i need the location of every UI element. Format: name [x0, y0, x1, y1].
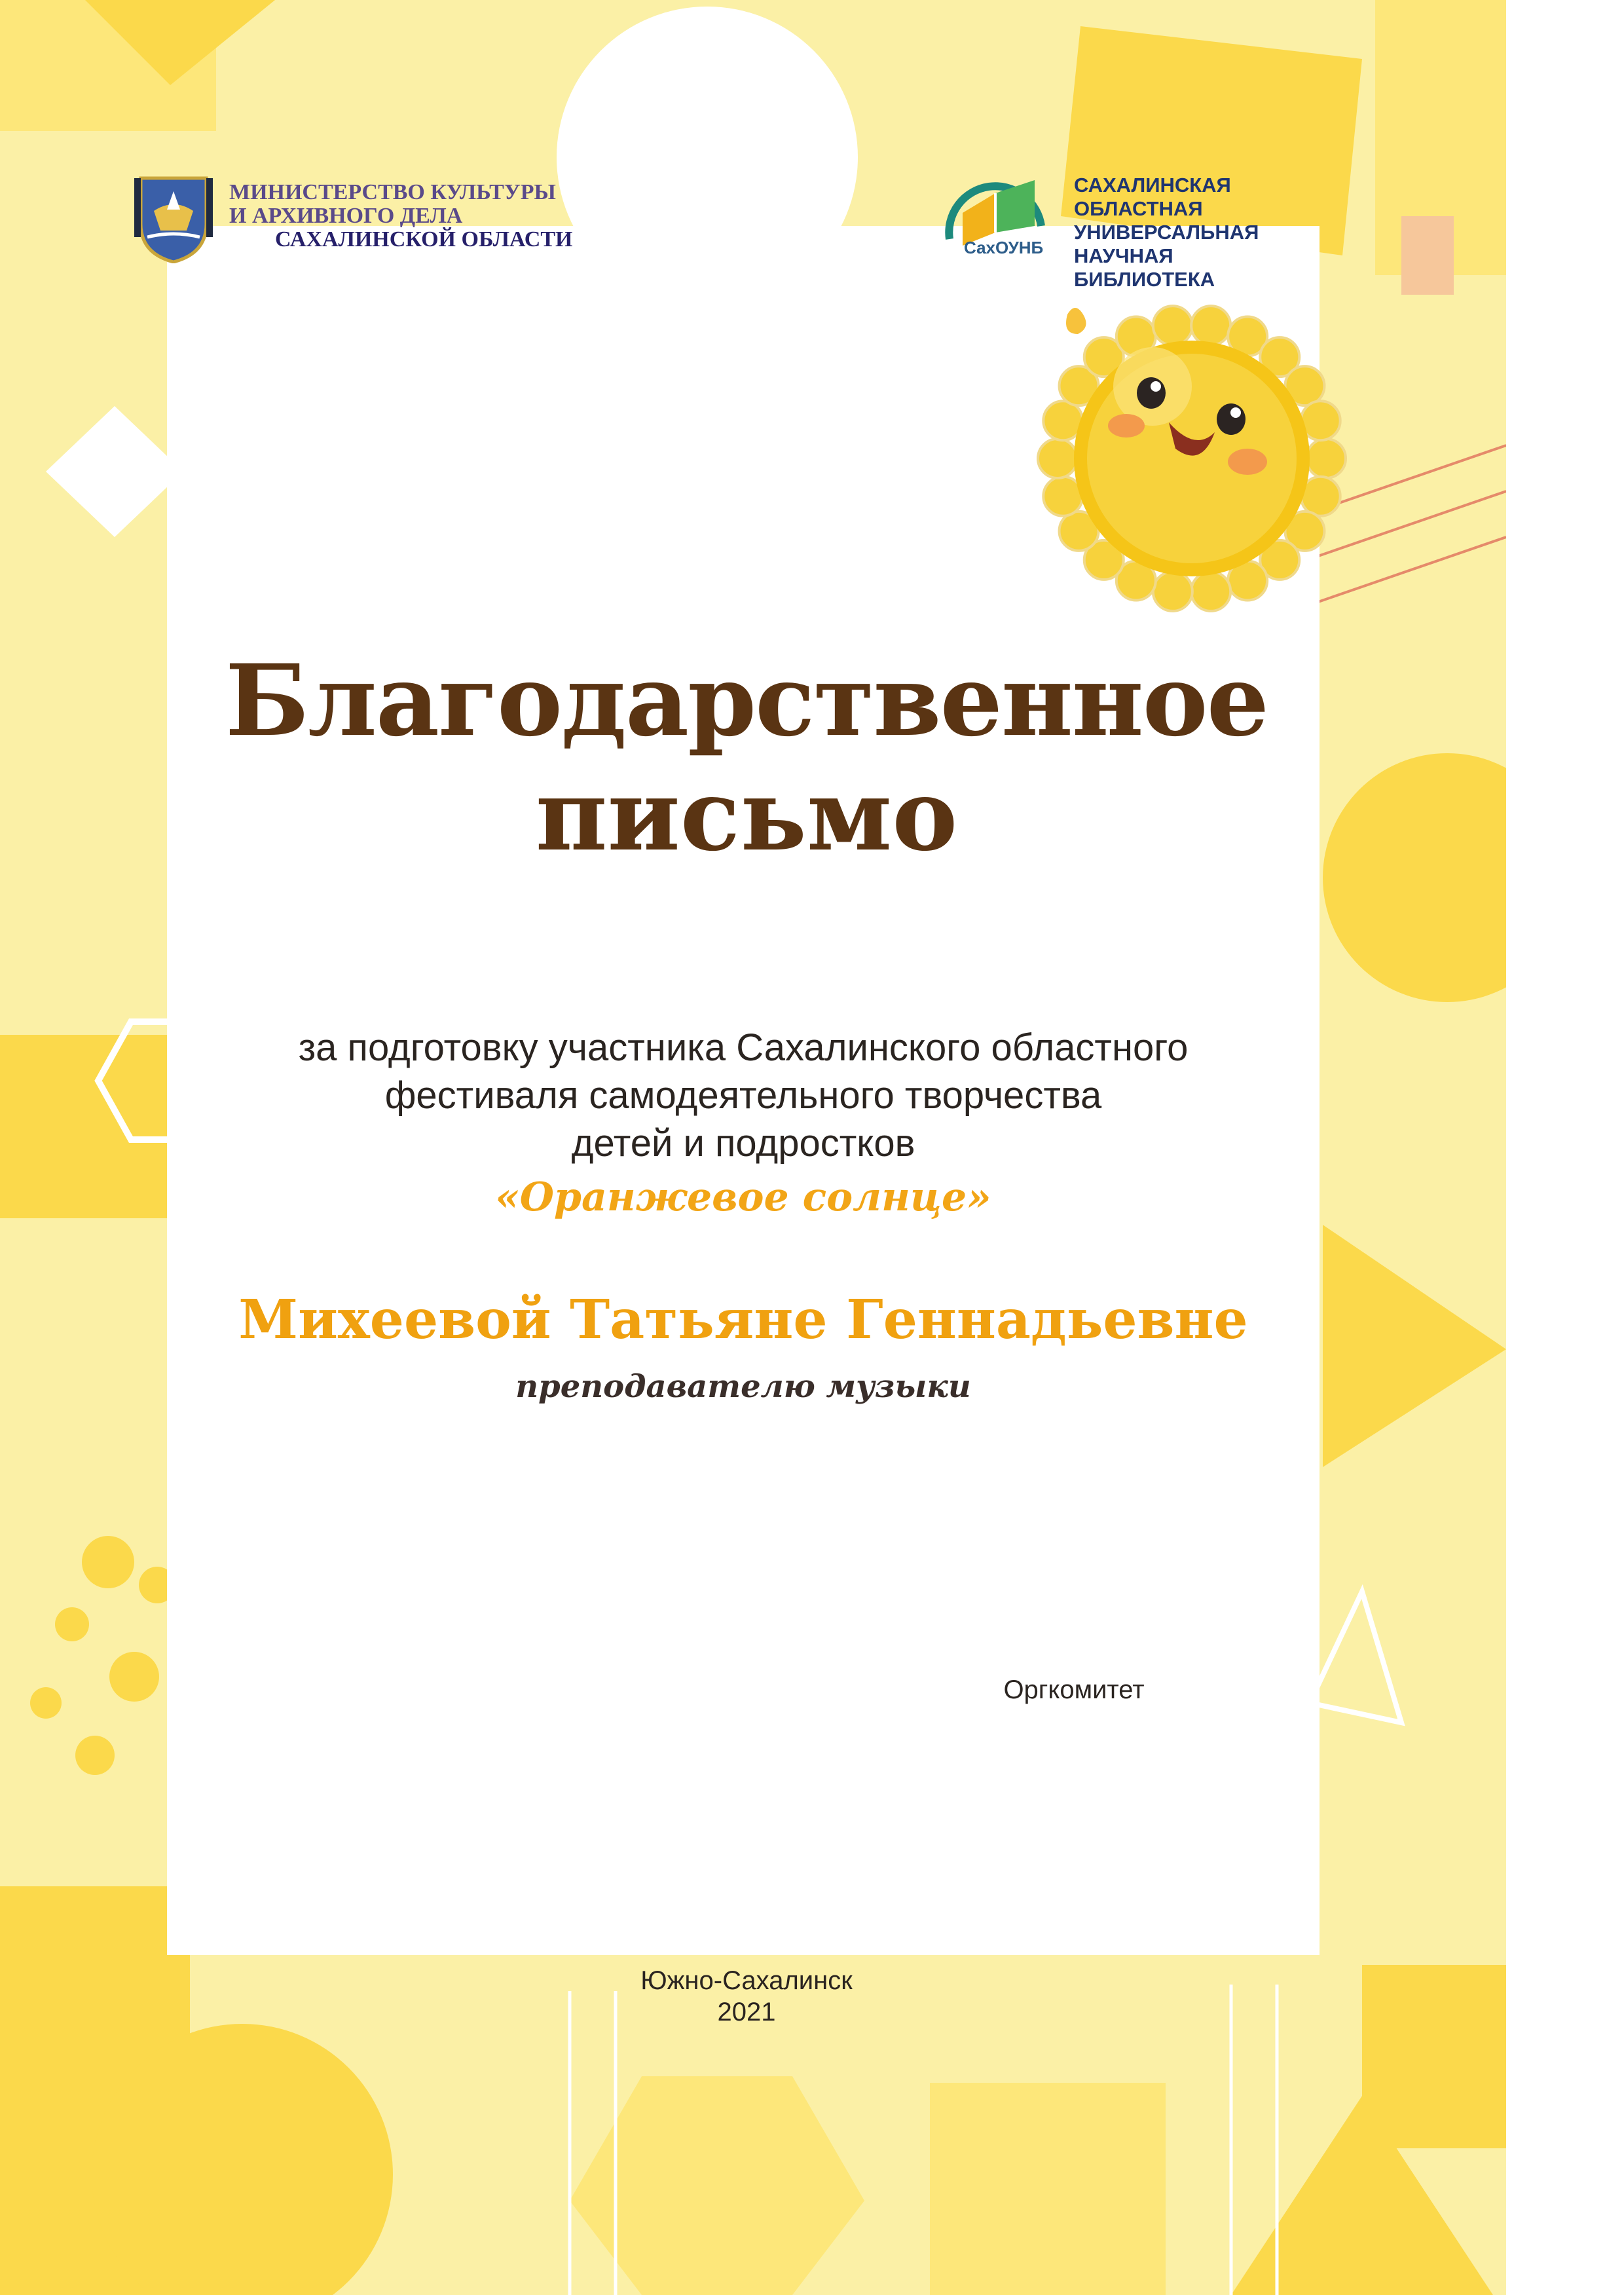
certificate-title-line1: Благодарственное [225, 643, 1268, 758]
library-line3: БИБЛИОТЕКА [1074, 268, 1215, 291]
smiling-sun-icon [1022, 288, 1362, 629]
festival-name: «Оранжевое солнце» [495, 1174, 991, 1220]
library-line1: САХАЛИНСКАЯ ОБЛАСТНАЯ [1074, 174, 1231, 220]
deco-circle [1323, 753, 1506, 1002]
library-header [923, 167, 1356, 291]
library-line2: УНИВЕРСАЛЬНАЯ НАУЧНАЯ [1074, 221, 1259, 267]
deco-dot [55, 1607, 89, 1641]
recipient-name: Михеевой Татьяне Геннадьевне [238, 1288, 1248, 1351]
sun-ray [1191, 572, 1230, 611]
city-name: Южно-Сахалинск [640, 1966, 853, 1995]
deco-rect [1362, 1965, 1506, 2148]
ministry-line1: МИНИСТЕРСТВО КУЛЬТУРЫ [229, 180, 556, 204]
sun-ray [1153, 572, 1192, 611]
deco-rect [0, 1035, 167, 1218]
body-line3: детей и подростков [571, 1122, 915, 1165]
signature-label: Оргкомитет [1003, 1675, 1145, 1704]
deco-rect [1401, 216, 1454, 295]
deco-dot [30, 1687, 62, 1719]
sun-ray [1153, 306, 1192, 345]
deco-rect [930, 2083, 1166, 2295]
deco-dot [82, 1536, 134, 1588]
sun-ray [1191, 306, 1230, 345]
deco-triangle [1323, 1225, 1506, 1467]
body-line2: фестиваля самодеятельного творчества [384, 1074, 1102, 1117]
certificate-title-line2: письмо [535, 758, 958, 873]
issue-year: 2021 [717, 1998, 776, 2026]
deco-dot [75, 1736, 115, 1775]
library-name [1074, 174, 1356, 291]
sun-ray [1306, 439, 1346, 478]
body-line1: за подготовку участника Сахалинского областного [298, 1026, 1189, 1069]
deco-diamond [46, 406, 183, 537]
sakhalin-coat-of-arms-icon [134, 172, 213, 263]
ministry-name [229, 181, 596, 252]
ministry-header [134, 172, 580, 263]
ministry-line3: САХАЛИНСКОЙ ОБЛАСТИ [275, 227, 573, 252]
sun-ray [1038, 439, 1077, 478]
recipient-position: преподавателю музыки [515, 1368, 971, 1405]
deco-dot [109, 1652, 159, 1702]
library-abbreviation: СахОУНБ [964, 238, 1044, 257]
ministry-line2: И АРХИВНОГО ДЕЛА [229, 204, 463, 228]
deco-triangle-outline [1310, 1592, 1401, 1723]
